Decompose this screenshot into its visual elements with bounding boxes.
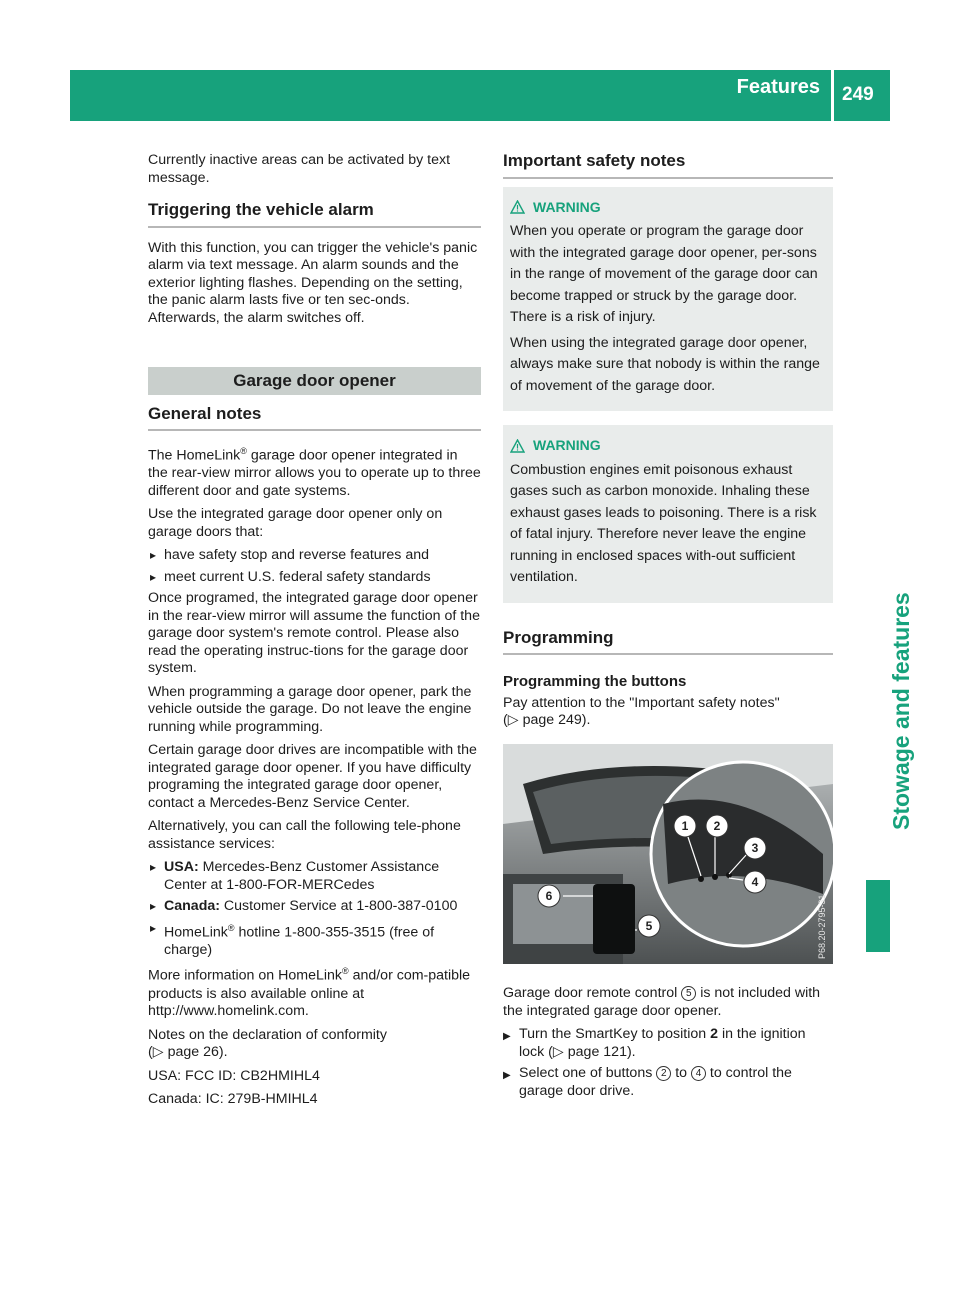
photo-code: P68.20-2795-31 — [817, 893, 827, 959]
heading-programming: Programming — [503, 629, 833, 656]
steps-list — [503, 1026, 833, 1100]
warning-triangle-icon — [510, 439, 525, 453]
callout-2: 2 — [713, 818, 721, 833]
warning-label: WARNING — [533, 198, 601, 215]
programed-text: Once programed, the integrated garage door opener in the rear-view mirror will assume the function of the garage door system's remote control. Please also read the operating instruc-tions for the garage door system. — [148, 590, 480, 677]
warning-box-2 — [503, 425, 833, 603]
garage-door-opener-bar: Garage door opener — [148, 367, 481, 395]
ic-id-text: Canada: IC: 279B-HMIHL4 — [148, 1091, 318, 1108]
list-item: ▸ HomeLink® hotline 1-800-355-3515 (free of charge) — [148, 920, 481, 960]
warning-box-1 — [503, 187, 833, 412]
callout-3: 3 — [751, 840, 759, 855]
side-tab-marker — [866, 880, 890, 952]
warning-1-text-a: When you operate or program the garage door with the integrated garage door opener, per-sons in the range of movement of the garage door can become trapped or struck by the garage door. There is a risk of injury. — [510, 223, 818, 325]
list-item: ▸ meet current U.S. federal safety standards — [148, 569, 481, 587]
requirements-list — [148, 547, 481, 586]
assistance-list — [148, 859, 481, 959]
incompatible-text: Certain garage door drives are incompatible with the integrated garage door opener. If you have difficulty programing the integrated garage door opener, contact a Mercedes-Benz Service Center. — [148, 742, 477, 811]
warning-triangle-icon — [510, 200, 525, 214]
homelink-paragraph: The HomeLink® garage door opener integrated in the rear-view mirror allows you to operate up to three different door and gate systems. — [148, 446, 481, 499]
page-number: 249 — [842, 84, 874, 105]
warning-label: WARNING — [533, 437, 601, 453]
header-bar — [70, 70, 890, 121]
header-separator — [831, 70, 834, 121]
remote-control-text: Garage door remote control 5 is not included with the integrated garage door opener. — [503, 985, 821, 1019]
more-info-text: More information on HomeLink® and/or com-patible products is also available online at http://www.homelink.com. — [148, 966, 471, 1020]
fcc-id-text: USA: FCC ID: CB2HMIHL4 — [148, 1067, 320, 1084]
conformity-text: Notes on the declaration of conformity (▷ page 26). — [148, 1026, 387, 1061]
heading-safety-notes: Important safety notes — [503, 152, 833, 179]
page-ref-arrow-icon: ▷ — [552, 1043, 564, 1060]
heading-programming-buttons: Programming the buttons — [503, 673, 687, 690]
list-item: ▶ Select one of buttons 2 to 4 to control the garage door drive. — [503, 1065, 833, 1100]
callout-6: 6 — [545, 888, 553, 903]
callout-5: 5 — [645, 918, 653, 933]
alarm-text: With this function, you can trigger the vehicle's panic alarm via text message. An alarm sounds and the exterior lighting flashes. Depending on the setting, the panic alarm lasts five or ten sec-onds. Afterwards, the alarm switches off. — [148, 239, 478, 326]
list-item: ▶ Turn the SmartKey to position 2 in the ignition lock (▷ page 121). — [503, 1026, 833, 1061]
left-column — [148, 152, 481, 1115]
list-item: ▸ have safety stop and reverse features and — [148, 547, 481, 565]
section-title: Features — [736, 76, 820, 98]
mirror-buttons-photo — [503, 744, 833, 964]
page-ref-arrow-icon: ▷ — [507, 712, 519, 728]
warning-1-text-b: When using the integrated garage door opener, always make sure that nobody is within the range of movement of the garage door. — [510, 334, 820, 394]
intro-text: Currently inactive areas can be activated by text message. — [148, 152, 451, 186]
right-column — [503, 152, 833, 1104]
use-only-text: Use the integrated garage door opener only on garage doors that: — [148, 506, 443, 540]
heading-general-notes: General notes — [148, 405, 481, 432]
park-text: When programming a garage door opener, park the vehicle outside the garage. Do not leave the engine running while programming. — [148, 683, 472, 735]
callout-4: 4 — [751, 874, 759, 889]
heading-triggering-alarm: Triggering the vehicle alarm — [148, 201, 481, 228]
list-item: ▸ Canada: Customer Service at 1-800-387-0100 — [148, 898, 481, 916]
alternative-text: Alternatively, you can call the following tele-phone assistance services: — [148, 818, 461, 852]
warning-2-text: Combustion engines emit poisonous exhaust gases such as carbon monoxide. Inhaling these exhaust gases leads to poisoning. There is a risk of fatal injury. Therefore never leave the engine running in enclosed spaces with-out sufficient ventilation. — [510, 461, 817, 585]
side-tab-label: Stowage and features — [888, 592, 914, 830]
side-tab — [840, 450, 914, 830]
list-item: ▸ USA: Mercedes-Benz Customer Assistance Center at 1-800-FOR-MERCedes — [148, 859, 481, 894]
callout-1: 1 — [681, 818, 689, 833]
page-ref-arrow-icon: ▷ — [152, 1044, 164, 1061]
attention-text: Pay attention to the "Important safety notes" (▷ page 249). — [503, 694, 780, 728]
